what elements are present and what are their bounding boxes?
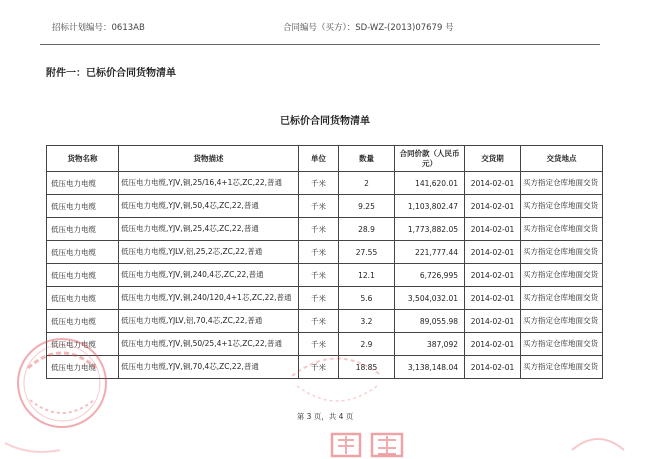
cell-goods-desc: 低压电力电缆,YJLV,铝,25,2芯,ZC,22,普通 bbox=[119, 241, 299, 264]
cell-unit: 千米 bbox=[299, 287, 339, 310]
cell-contract-price: 3,504,032.01 bbox=[395, 287, 465, 310]
cell-delivery-date: 2014-02-01 bbox=[465, 195, 521, 218]
cell-goods-name: 低压电力电缆 bbox=[47, 241, 119, 264]
cell-quantity: 12.1 bbox=[339, 264, 395, 287]
cell-delivery-place: 买方指定仓库地面交货 bbox=[521, 241, 603, 264]
cell-delivery-date: 2014-02-01 bbox=[465, 310, 521, 333]
cell-quantity: 3.2 bbox=[339, 310, 395, 333]
cell-delivery-place: 买方指定仓库地面交货 bbox=[521, 287, 603, 310]
cell-quantity: 2 bbox=[339, 172, 395, 195]
table-row bbox=[47, 241, 603, 264]
annex-title: 附件一：已标价合同货物清单 bbox=[46, 68, 176, 79]
cell-delivery-place: 买方指定仓库地面交货 bbox=[521, 356, 603, 379]
seal-stamp-bottom bbox=[330, 428, 440, 459]
cell-quantity: 9.25 bbox=[339, 195, 395, 218]
cell-goods-desc: 低压电力电缆,YJV,铜,240/120,4+1芯,ZC,22,普通 bbox=[119, 287, 299, 310]
cell-quantity: 18.85 bbox=[339, 356, 395, 379]
cell-contract-price: 221,777.44 bbox=[395, 241, 465, 264]
cell-goods-desc: 低压电力电缆,YJV,铜,50,4芯,ZC,22,普通 bbox=[119, 195, 299, 218]
cell-unit: 千米 bbox=[299, 264, 339, 287]
table-row bbox=[47, 218, 603, 241]
seal-stamp-right bbox=[568, 420, 628, 459]
cell-unit: 千米 bbox=[299, 356, 339, 379]
cell-contract-price: 6,726,995 bbox=[395, 264, 465, 287]
cell-delivery-date: 2014-02-01 bbox=[465, 287, 521, 310]
cell-unit: 千米 bbox=[299, 241, 339, 264]
cell-quantity: 2.9 bbox=[339, 333, 395, 356]
table-row bbox=[47, 195, 603, 218]
cell-goods-desc: 低压电力电缆,YJV,铜,25,4芯,ZC,22,普通 bbox=[119, 218, 299, 241]
cell-goods-desc: 低压电力电缆,YJV,铜,240,4芯,ZC,22,普通 bbox=[119, 264, 299, 287]
cell-quantity: 27.55 bbox=[339, 241, 395, 264]
cell-quantity: 28.9 bbox=[339, 218, 395, 241]
cell-contract-price: 387,092 bbox=[395, 333, 465, 356]
cell-goods-name: 低压电力电缆 bbox=[47, 356, 119, 379]
table-row bbox=[47, 310, 603, 333]
cell-delivery-date: 2014-02-01 bbox=[465, 218, 521, 241]
cell-contract-price: 3,138,148.04 bbox=[395, 356, 465, 379]
cell-goods-name: 低压电力电缆 bbox=[47, 287, 119, 310]
cell-delivery-date: 2014-02-01 bbox=[465, 241, 521, 264]
cell-goods-name: 低压电力电缆 bbox=[47, 195, 119, 218]
header-divider bbox=[40, 44, 600, 45]
cell-goods-desc: 低压电力电缆,YJV,铜,25/16,4+1芯,ZC,22,普通 bbox=[119, 172, 299, 195]
plan-number: 招标计划编号：0613AB bbox=[52, 23, 145, 33]
cell-delivery-date: 2014-02-01 bbox=[465, 356, 521, 379]
cell-goods-desc: 低压电力电缆,YJV,铜,50/25,4+1芯,ZC,22,普通 bbox=[119, 333, 299, 356]
cell-unit: 千米 bbox=[299, 218, 339, 241]
table-row bbox=[47, 333, 603, 356]
cell-unit: 千米 bbox=[299, 195, 339, 218]
cell-delivery-date: 2014-02-01 bbox=[465, 172, 521, 195]
cell-delivery-date: 2014-02-01 bbox=[465, 333, 521, 356]
cell-delivery-place: 买方指定仓库地面交货 bbox=[521, 333, 603, 356]
table-row bbox=[47, 172, 603, 195]
cell-contract-price: 1,773,882.05 bbox=[395, 218, 465, 241]
cell-goods-name: 低压电力电缆 bbox=[47, 310, 119, 333]
cell-goods-desc: 低压电力电缆,YJV,铜,70,4芯,ZC,22,普通 bbox=[119, 356, 299, 379]
cell-contract-price: 1,103,802.47 bbox=[395, 195, 465, 218]
goods-table bbox=[46, 145, 603, 379]
table-title: 已标价合同货物清单 bbox=[280, 116, 370, 127]
table-body bbox=[47, 172, 603, 379]
cell-delivery-place: 买方指定仓库地面交货 bbox=[521, 218, 603, 241]
table-row bbox=[47, 287, 603, 310]
cell-quantity: 5.6 bbox=[339, 287, 395, 310]
cell-unit: 千米 bbox=[299, 310, 339, 333]
cell-delivery-date: 2014-02-01 bbox=[465, 264, 521, 287]
header-unit: 单位 bbox=[299, 146, 339, 172]
header-goods-name: 货物名称 bbox=[47, 146, 119, 172]
header-goods-desc: 货物描述 bbox=[119, 146, 299, 172]
cell-goods-desc: 低压电力电缆,YJLV,铝,70,4芯,ZC,22,普通 bbox=[119, 310, 299, 333]
cell-delivery-place: 买方指定仓库地面交货 bbox=[521, 310, 603, 333]
header-delivery-place: 交货地点 bbox=[521, 146, 603, 172]
cell-unit: 千米 bbox=[299, 333, 339, 356]
cell-goods-name: 低压电力电缆 bbox=[47, 264, 119, 287]
header-delivery-date: 交货期 bbox=[465, 146, 521, 172]
cell-unit: 千米 bbox=[299, 172, 339, 195]
cell-delivery-place: 买方指定仓库地面交货 bbox=[521, 172, 603, 195]
cell-contract-price: 141,620.01 bbox=[395, 172, 465, 195]
contract-number: 合同编号（买方）：SD-WZ-(2013)07679 号 bbox=[283, 23, 454, 33]
cell-goods-name: 低压电力电缆 bbox=[47, 172, 119, 195]
cell-goods-name: 低压电力电缆 bbox=[47, 218, 119, 241]
table-row bbox=[47, 356, 603, 379]
header-quantity: 数量 bbox=[339, 146, 395, 172]
cell-goods-name: 低压电力电缆 bbox=[47, 333, 119, 356]
table-row bbox=[47, 264, 603, 287]
header-contract-price: 合同价款（人民币元） bbox=[395, 146, 465, 172]
cell-delivery-place: 买方指定仓库地面交货 bbox=[521, 195, 603, 218]
cell-delivery-place: 买方指定仓库地面交货 bbox=[521, 264, 603, 287]
table-header-row bbox=[47, 146, 603, 172]
page-number: 第 3 页，共 4 页 bbox=[296, 412, 354, 421]
cell-contract-price: 89,055.98 bbox=[395, 310, 465, 333]
